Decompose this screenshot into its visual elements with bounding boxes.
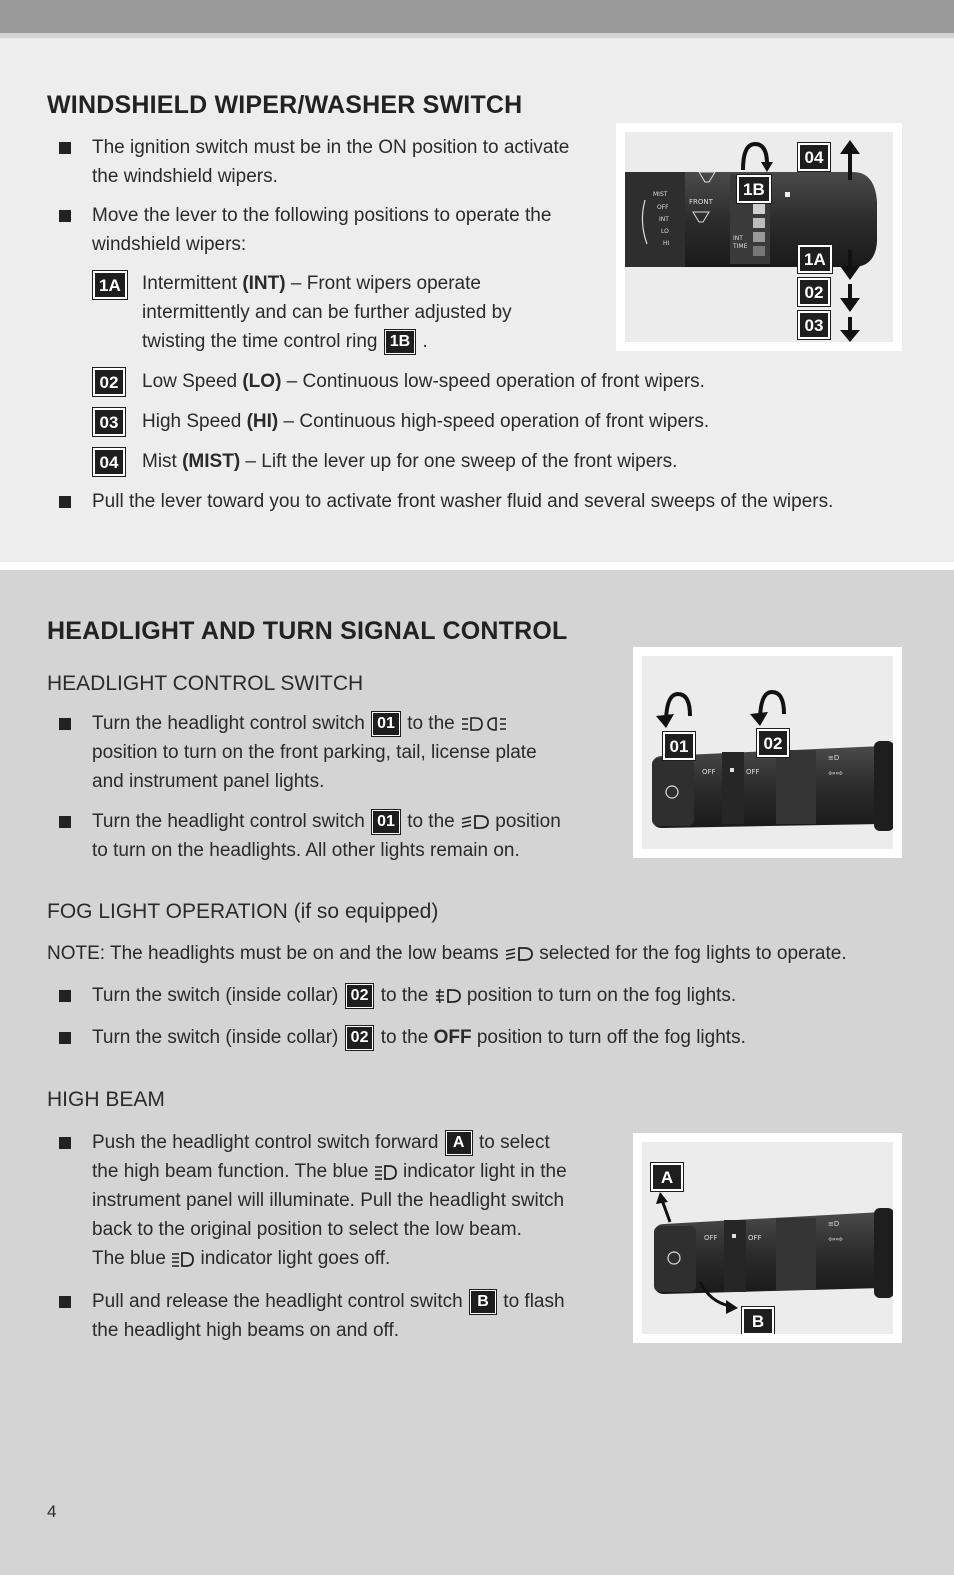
bullet [59,1032,71,1044]
headlight-b1-line2: position to turn on the front parking, tail, license plate [92,742,537,763]
badge-01-inline: 01 [372,712,400,736]
push-arrow-icon [662,1200,670,1222]
badge-03: 03 [93,408,125,436]
parking-lights-icon [460,715,508,733]
item-02-text: Low Speed (LO) – Continuous low-speed operation of front wipers. [142,371,705,392]
fig-off-label-1: OFF [702,768,716,776]
fig-badge-02: 02 [798,278,830,306]
highbeam-b1-line4: back to the original position to select the low beam. [92,1219,522,1240]
item-1a-line1: Intermittent (INT) – Front wipers operate [142,273,481,294]
top-bar [0,0,954,33]
fog-note: NOTE: The headlights must be on and the low beams selected for the fog lights to operate. [47,943,847,964]
wiper-lever-figure [616,123,902,351]
highbeam-switch-figure [633,1133,902,1343]
section-divider [0,562,954,570]
bullet [59,1296,71,1308]
high-beam-icon: ≡D [828,754,840,762]
badge-01-inline: 01 [372,810,400,834]
bullet [59,142,71,154]
lever-text-front: FRONT [689,198,713,206]
highbeam-b1-line5: The blue indicator light goes off. [92,1248,391,1269]
item-04-text: Mist (MIST) – Lift the lever up for one sweep of the front wipers. [142,451,678,472]
wiper-lever-illustration [625,132,893,342]
fig-off-label-2: OFF [748,1234,762,1242]
highbeam-title: HIGH BEAM [47,1088,165,1111]
fig-badge-01: 01 [663,732,695,760]
fog-title: FOG LIGHT OPERATION (if so equipped) [47,900,439,923]
lever-text-int: INT [659,216,669,223]
fig-badge-1b: 1B [737,175,771,203]
badge-02-inline: 02 [346,984,374,1008]
wiper-bullet1-line1: The ignition switch must be in the ON position to activate [92,137,570,158]
bullet [59,496,71,508]
headlight-switch-figure [633,647,902,858]
lever-text-off: OFF [657,204,669,211]
badge-02-inline: 02 [346,1026,374,1050]
low-beam-icon [460,813,490,831]
fig-badge-02: 02 [757,729,789,757]
bullet [59,210,71,222]
lever-text-int2: INT [733,235,743,242]
wiper-bullet2-line1: Move the lever to the following positions to operate the [92,205,552,226]
wiper-bullet3: Pull the lever toward you to activate front washer fluid and several sweeps of the wipers. [92,491,834,512]
low-beam-icon [504,945,534,963]
wiper-bullet2-line2: windshield wipers: [92,234,247,255]
fog-b2: Turn the switch (inside collar) 02 to the OFF position to turn off the fog lights. [92,1027,746,1048]
highbeam-b2-line2: the headlight high beams on and off. [92,1320,400,1341]
bullet [59,816,71,828]
fig-badge-04: 04 [798,143,830,171]
bullet [59,718,71,730]
page-number: 4 [47,1502,57,1521]
headlight-b2-line1: Turn the headlight control switch 01 to the position [92,811,561,832]
wiper-bullet1-line2: the windshield wipers. [92,166,278,187]
badge-a-inline: A [446,1131,472,1155]
fig-off-label-2: OFF [746,768,760,776]
high-beam-icon [171,1250,195,1268]
fig-badge-1a: 1A [798,245,832,273]
high-beam-icon [374,1163,398,1181]
wiper-title: WINDSHIELD WIPER/WASHER SWITCH [47,91,523,119]
item-1a-line3: twisting the time control ring 1B . [142,331,428,352]
headlight-b1-line3: and instrument panel lights. [92,771,325,792]
headlight-b2-line2: to turn on the headlights. All other lights remain on. [92,840,520,861]
high-beam-icon: ≡D [828,1220,840,1228]
badge-04: 04 [93,448,125,476]
bullet [59,1137,71,1149]
headlight-subtitle: HEADLIGHT CONTROL SWITCH [47,672,364,695]
fog-light-icon [434,987,462,1005]
fog-b1: Turn the switch (inside collar) 02 to the position to turn on the fog lights. [92,985,737,1006]
highbeam-b1-line3: instrument panel will illuminate. Pull the headlight switch [92,1190,565,1211]
turn-signal-icon: ⇦⇨ [828,769,844,779]
lever-text-time: TIME [733,243,748,250]
lever-text-lo: LO [661,228,669,235]
lever-text-mist: MIST [653,191,668,198]
highbeam-b1-line2: the high beam function. The blue indicator light in the [92,1161,567,1182]
item-03-text: High Speed (HI) – Continuous high-speed operation of front wipers. [142,411,710,432]
headlight-b1-line1: Turn the headlight control switch 01 to the [92,709,508,738]
fig-badge-a: A [651,1163,683,1191]
item-1a-line2: intermittently and can be further adjusted by [142,302,512,323]
fig-off-label-1: OFF [704,1234,718,1242]
badge-1b-inline: 1B [385,330,415,354]
fig-badge-03: 03 [798,311,830,339]
bullet [59,990,71,1002]
turn-signal-icon: ⇦⇨ [828,1235,844,1245]
badge-02: 02 [93,368,125,396]
headlight-title: HEADLIGHT AND TURN SIGNAL CONTROL [47,617,568,645]
badge-b-inline: B [470,1290,496,1314]
highbeam-b2-line1: Pull and release the headlight control switch B to flash [92,1291,565,1312]
highbeam-b1-line1: Push the headlight control switch forward A to select [92,1132,550,1153]
badge-1a: 1A [93,271,127,299]
fig-badge-b: B [742,1307,774,1334]
lever-text-hi: HI [663,240,670,247]
rotate-arrow-icon [743,144,767,170]
